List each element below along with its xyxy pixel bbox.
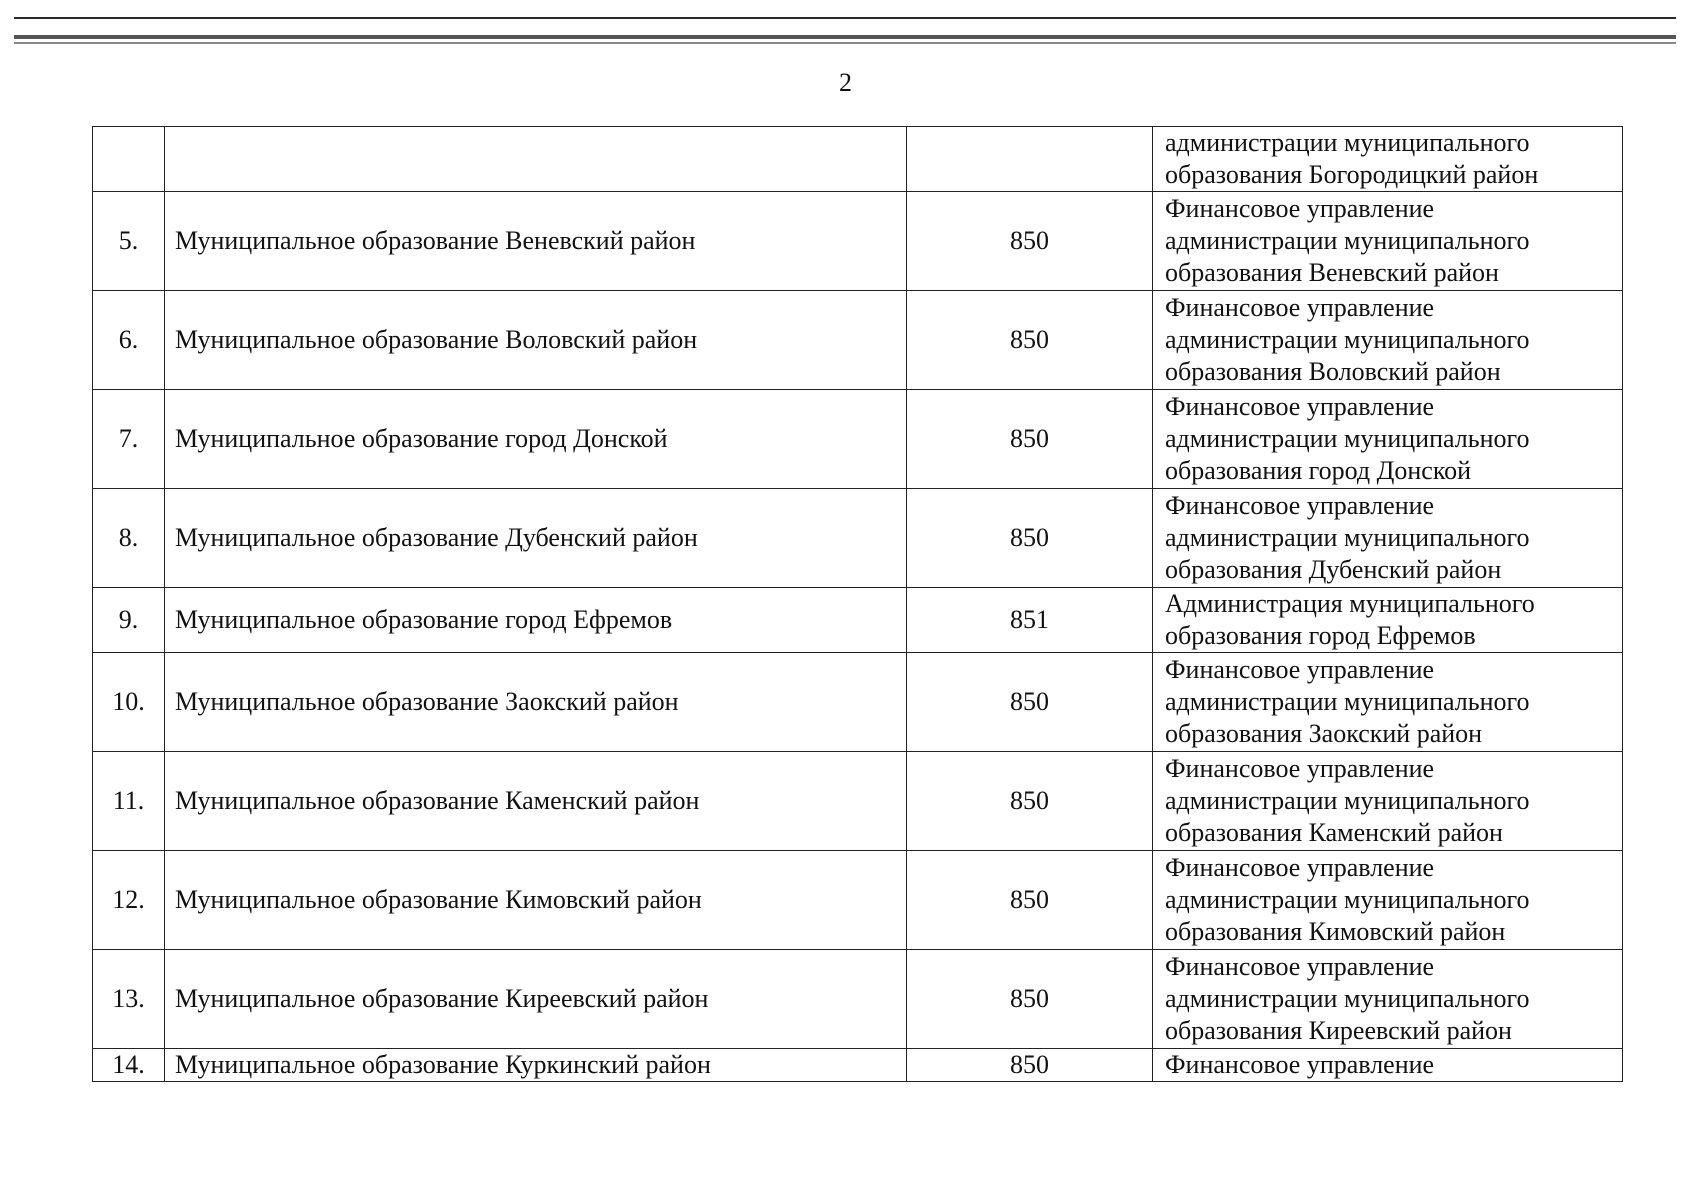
org-line: Финансовое управление: [1165, 491, 1435, 520]
table-row: [93, 489, 1623, 588]
row-number: 14.: [93, 1049, 165, 1082]
table-row: [93, 291, 1623, 390]
administrator-org: [1153, 752, 1623, 851]
org-line: Финансовое управление: [1165, 853, 1435, 882]
table-row: [93, 127, 1623, 192]
row-number: 12.: [93, 851, 165, 950]
table-row: [93, 653, 1623, 752]
municipality-name: Муниципальное образование Каменский район: [165, 752, 907, 851]
org-line: Финансовое управление: [1165, 754, 1435, 783]
org-line: образования Кимовский район: [1165, 917, 1506, 946]
table-row: [93, 390, 1623, 489]
header-rule: [14, 17, 1676, 19]
org-line: администрации муниципального: [1165, 984, 1530, 1013]
table-row: [93, 950, 1623, 1049]
row-number: 9.: [93, 588, 165, 653]
org-line: образования город Донской: [1165, 456, 1472, 485]
municipality-name: Муниципальное образование Заокский район: [165, 653, 907, 752]
org-line: администрации муниципального: [1165, 128, 1530, 157]
header-rule: [14, 35, 1676, 39]
administrator-org: [1153, 950, 1623, 1049]
org-line: администрации муниципального: [1165, 687, 1530, 716]
budget-code: 850: [907, 1049, 1153, 1082]
municipality-name: Муниципальное образование город Ефремов: [165, 588, 907, 653]
budget-code: 850: [907, 851, 1153, 950]
row-number: 11.: [93, 752, 165, 851]
administrator-org: [1153, 653, 1623, 752]
org-line: администрации муниципального: [1165, 523, 1530, 552]
header-rule: [14, 42, 1676, 44]
org-line: образования Каменский район: [1165, 818, 1503, 847]
administrator-org: [1153, 1049, 1623, 1082]
org-line: Финансовое управление: [1165, 392, 1435, 421]
org-line: образования Богородицкий район: [1165, 160, 1539, 189]
budget-code: 850: [907, 653, 1153, 752]
table-row: [93, 752, 1623, 851]
org-line: администрации муниципального: [1165, 226, 1530, 255]
administrator-org: [1153, 291, 1623, 390]
municipality-name: Муниципальное образование Дубенский район: [165, 489, 907, 588]
municipality-name: Муниципальное образование город Донской: [165, 390, 907, 489]
row-number: 10.: [93, 653, 165, 752]
org-line: Финансовое управление: [1165, 655, 1435, 684]
budget-code: 850: [907, 390, 1153, 489]
municipality-name: Муниципальное образование Кимовский район: [165, 851, 907, 950]
row-number: 7.: [93, 390, 165, 489]
row-number: 8.: [93, 489, 165, 588]
budget-code: 850: [907, 950, 1153, 1049]
org-line: администрации муниципального: [1165, 786, 1530, 815]
table-row: [93, 588, 1623, 653]
org-line: образования Киреевский район: [1165, 1016, 1512, 1045]
budget-code: [907, 127, 1153, 192]
table-row: [93, 1049, 1623, 1082]
municipalities-table: [92, 126, 1623, 1082]
org-line: администрации муниципального: [1165, 885, 1530, 914]
org-line: администрации муниципального: [1165, 325, 1530, 354]
table-row: [93, 851, 1623, 950]
row-number: 6.: [93, 291, 165, 390]
municipality-name: Муниципальное образование Куркинский район: [165, 1049, 907, 1082]
org-line: образования Воловский район: [1165, 357, 1501, 386]
budget-code: 851: [907, 588, 1153, 653]
budget-code: 850: [907, 489, 1153, 588]
municipality-name: [165, 127, 907, 192]
administrator-org: [1153, 192, 1623, 291]
budget-code: 850: [907, 192, 1153, 291]
budget-code: 850: [907, 291, 1153, 390]
administrator-org: [1153, 588, 1623, 653]
org-line: Финансовое управление: [1165, 1050, 1435, 1079]
municipality-name: Муниципальное образование Веневский район: [165, 192, 907, 291]
org-line: образования Веневский район: [1165, 258, 1499, 287]
administrator-org: [1153, 127, 1623, 192]
org-line: Финансовое управление: [1165, 293, 1435, 322]
org-line: образования город Ефремов: [1165, 621, 1476, 650]
administrator-org: [1153, 489, 1623, 588]
municipality-name: Муниципальное образование Воловский район: [165, 291, 907, 390]
org-line: Финансовое управление: [1165, 194, 1435, 223]
table-row: [93, 192, 1623, 291]
org-line: образования Заокский район: [1165, 719, 1483, 748]
row-number: 13.: [93, 950, 165, 1049]
municipality-name: Муниципальное образование Киреевский район: [165, 950, 907, 1049]
org-line: администрации муниципального: [1165, 424, 1530, 453]
budget-code: 850: [907, 752, 1153, 851]
org-line: образования Дубенский район: [1165, 555, 1502, 584]
row-number: [93, 127, 165, 192]
administrator-org: [1153, 390, 1623, 489]
org-line: Финансовое управление: [1165, 952, 1435, 981]
administrator-org: [1153, 851, 1623, 950]
row-number: 5.: [93, 192, 165, 291]
page-number: 2: [839, 68, 852, 97]
org-line: Администрация муниципального: [1165, 589, 1535, 618]
